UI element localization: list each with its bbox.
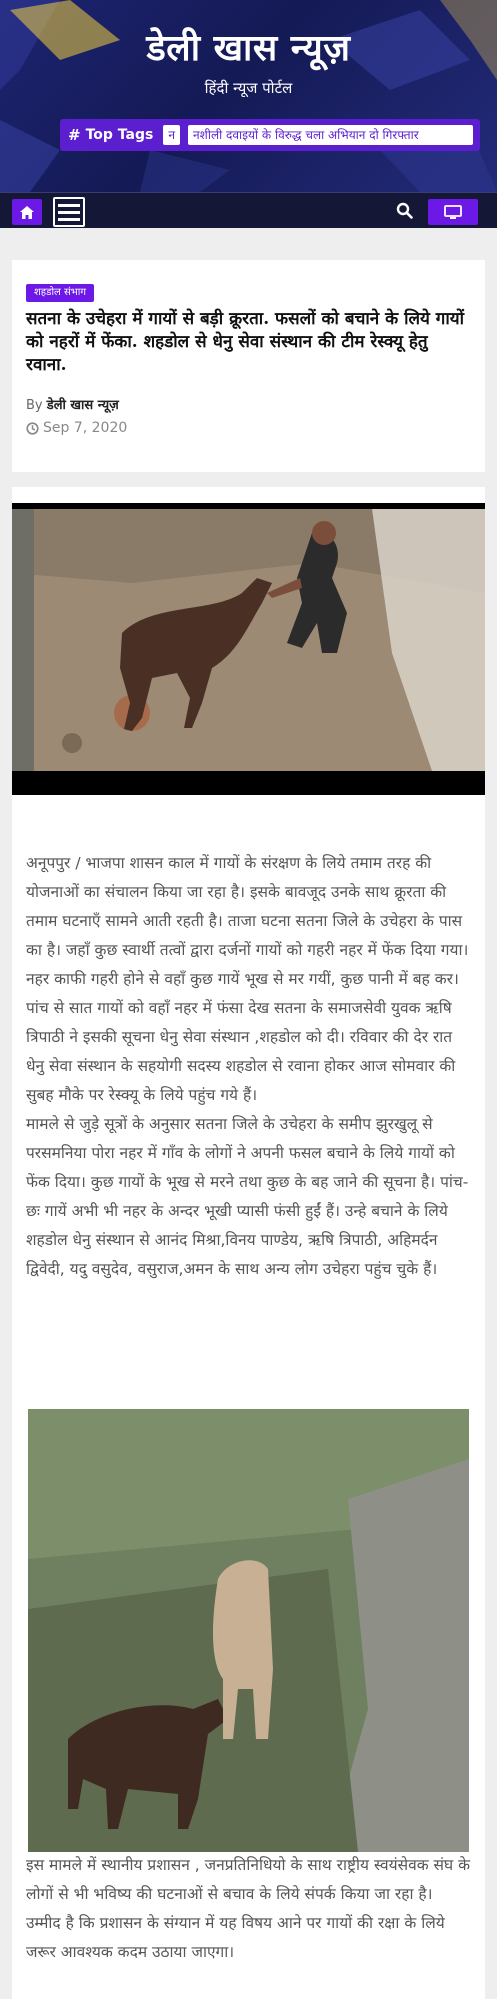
featured-image [12,503,485,795]
post-date-text: Sep 7, 2020 [43,420,128,436]
article-image [28,1409,469,1852]
home-button[interactable] [12,199,42,225]
site-title[interactable]: डेली खास न्यूज़ [146,28,351,69]
top-tag-link[interactable]: नशीली दवाइयों के विरुद्ध चला अभियान दो गिरफ्तार [188,125,473,145]
article-paragraph: इस मामले में स्थानीय प्रशासन , जनप्रतिनिधियो के साथ राष्ट्रीय स्वयंसेवक संघ के लोगों से भी भविष्य की घटनाओं से बचाव के लिये संपर्क किया जा रहा है। उम्मीद है कि प्रशासन के संग्यान में यह विषय आने पर गायों की रक्षा के लिये जरूर आवश्यक कदम उठाया जाएगा। [26,1856,471,1961]
post-title: सतना के उचेहरा में गायों से बड़ी क्रूरता. फसलों को बचाने के लिये गायों को नहरों में फेंका. शहडोल से धेनु सेवा संस्थान की टीम रेस्क्यू हेतु रवाना. [26,309,465,375]
top-tag-link[interactable]: न [163,125,180,145]
top-tags-bar [60,119,480,151]
category-badge[interactable]: शहडोल संभाग [26,284,94,302]
post-body-card [12,487,485,1999]
monitor-button[interactable] [428,199,478,225]
search-button[interactable] [396,202,416,222]
monitor-icon [444,205,462,220]
menu-toggle-button[interactable] [53,197,85,227]
clock-icon [26,422,39,435]
article-content [26,849,471,1284]
site-header [0,0,497,192]
article-paragraph: अनूपपुर / भाजपा शासन काल में गायों के संरक्षण के लिये तमाम तरह की योजनाओं का संचालन किया जा रहा है। इसके बावजूद उनके साथ क्रूरता की तमाम घटनाएँ सामने आती रहती है। ताजा घटना सतना जिले के उचेहरा के पास का है। जहाँ कुछ स्वार्थी तत्वों द्वारा दर्जनों गायों को गहरी नहर में फेंक दिया गया। नहर काफी गहरी होने से वहाँ कुछ गायें भूख से मर गयीं, कुछ पानी में बह कर। पांच से सात गायों को वहाँ नहर में फंसा देख सतना के समाजसेवी युवक ऋषि त्रिपाठी ने इसकी सूचना धेनु सेवा संस्थान ,शहडोल को दी। रविवार की देर रात धेनु सेवा संस्थान के सहयोगी सदस्य शहडोल से रवाना होकर आज सोमवार की सुबह मौके पर रेस्क्यू के लिये पहुंच गये हैं। [26,854,469,1104]
main-navbar [0,192,497,228]
home-icon [20,206,34,219]
hash-icon: # [68,126,81,144]
search-icon [396,202,414,220]
top-tags-label: Top Tags [85,127,154,143]
site-tagline: हिंदी न्यूज पोर्टल [204,79,293,97]
article-content-continued [26,1851,471,1967]
hamburger-icon-line [58,211,80,214]
featured-image-art [12,503,485,795]
hamburger-icon-line [58,218,80,221]
post-header-card [12,260,485,472]
post-byline [26,395,119,413]
article-paragraph: मामले से जुड़े सूत्रों के अनुसार सतना जिले के उचेहरा के समीप झुरखुलू से परसमनिया पोरा नहर में गाँव के लोगों ने अपनी फसल बचाने के लिये गायों को फेंक दिया। कुछ गायों के भूख से मरने तथा कुछ के बह जाने की सूचना है। पांच- छः गायें अभी भी नहर के अन्दर भूखी प्यासी फंसी हुईं हैं। उन्हे बचाने के लिये शहडोल धेनु संस्थान से आनंद मिश्रा,विनय पाण्डेय, ऋषि त्रिपाठी, अहिमर्दन द्विवेदी, यदु वसुदेव, वसुराज,अमन के साथ अन्य लोग उचेहरा पहुंच चुके हैं। [26,1115,469,1278]
author-link[interactable]: डेली खास न्यूज़ [46,398,119,413]
by-label: By [26,398,43,413]
post-date [26,420,127,436]
hamburger-icon [58,204,80,207]
article-image-art [28,1409,469,1852]
